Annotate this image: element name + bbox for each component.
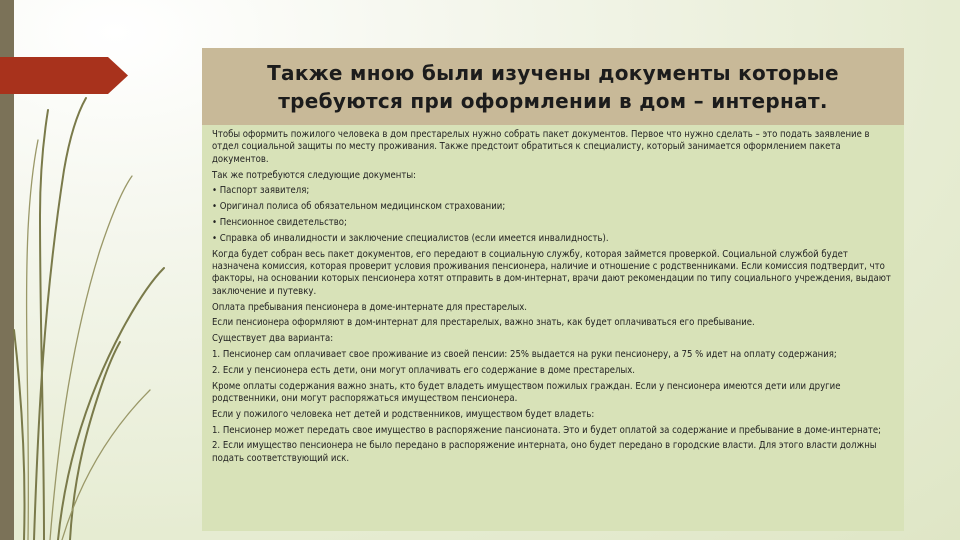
content-text-box: [202, 125, 904, 531]
payment-heading: Оплата пребывания пенсионера в доме-интернате для престарелых.: [212, 301, 528, 313]
property-option-item: 1. Пенсионер может передать свое имущество в распоряжение пансионата. Это и будет оплатой за содержание и пребывание в доме-интернате;: [212, 424, 882, 436]
variants-heading: Существует два варианта:: [212, 333, 334, 345]
no-relatives-heading: Если у пожилого человека нет детей и родственников, имуществом будет владеть:: [212, 408, 595, 420]
title-line-2: требуются при оформлении в дом – интернат.: [278, 88, 828, 113]
payment-paragraph: Если пенсионера оформляют в дом-интернат для престарелых, важно знать, как будет оплачиваться его пребывание.: [212, 317, 755, 329]
document-list-item: • Оригинал полиса об обязательном медицинском страховании;: [212, 201, 506, 213]
slide-title: [267, 59, 839, 115]
variant-item: 2. Если у пенсионера есть дети, они могут оплачивать его содержание в доме престарелых.: [212, 364, 635, 376]
document-list-item: • Пенсионное свидетельство;: [212, 217, 347, 228]
title-line-1: Также мною были изучены документы которые: [267, 60, 839, 85]
slide-title-box: [202, 48, 904, 125]
documents-heading: Так же потребуются следующие документы:: [212, 169, 416, 181]
variant-item: 1. Пенсионер сам оплачивает свое проживание из своей пенсии: 25% выдается на руки пенсионеру, а 75 % идет на оплату содержания;: [212, 349, 837, 360]
accent-arrow-shape: [0, 57, 130, 94]
property-option-item: 2. Если имущество пенсионера не было передано в распоряжение интерната, оно будет передано в городские власти. Для этого власти должны подать соответствующий иск.: [212, 440, 877, 464]
intro-paragraph: Чтобы оформить пожилого человека в дом престарелых нужно собрать пакет документов. Первое что нужно сделать – это подать заявление в отдел социальной защиты по месту проживания. Также предстоит обратиться к специалисту, который занимается оформлением пакета документов.: [212, 129, 870, 165]
document-list-item: • Паспорт заявителя;: [212, 185, 310, 197]
property-paragraph: Кроме оплаты содержания важно знать, кто будет владеть имуществом пожилых граждан. Если у пенсионера имеются дети или другие родственники, они могут распоряжаться имуществом пенсионера.: [212, 380, 841, 404]
commission-paragraph: Когда будет собран весь пакет документов, его передают в социальную службу, которая займется проверкой. Социальной службой будет назначена комиссия, которая проверит условия проживания пенсионера, наличие и отношение с родственниками. Если комиссия подтвердит, что факторы, на основании которых пенсионера хотят отправить в дом-интернат, врачи дают рекомендации по типу социального учреждения, выдают заключение и путевку.: [212, 248, 891, 297]
document-list-item: • Справка об инвалидности и заключение специалистов (если имеется инвалидность).: [212, 232, 609, 244]
